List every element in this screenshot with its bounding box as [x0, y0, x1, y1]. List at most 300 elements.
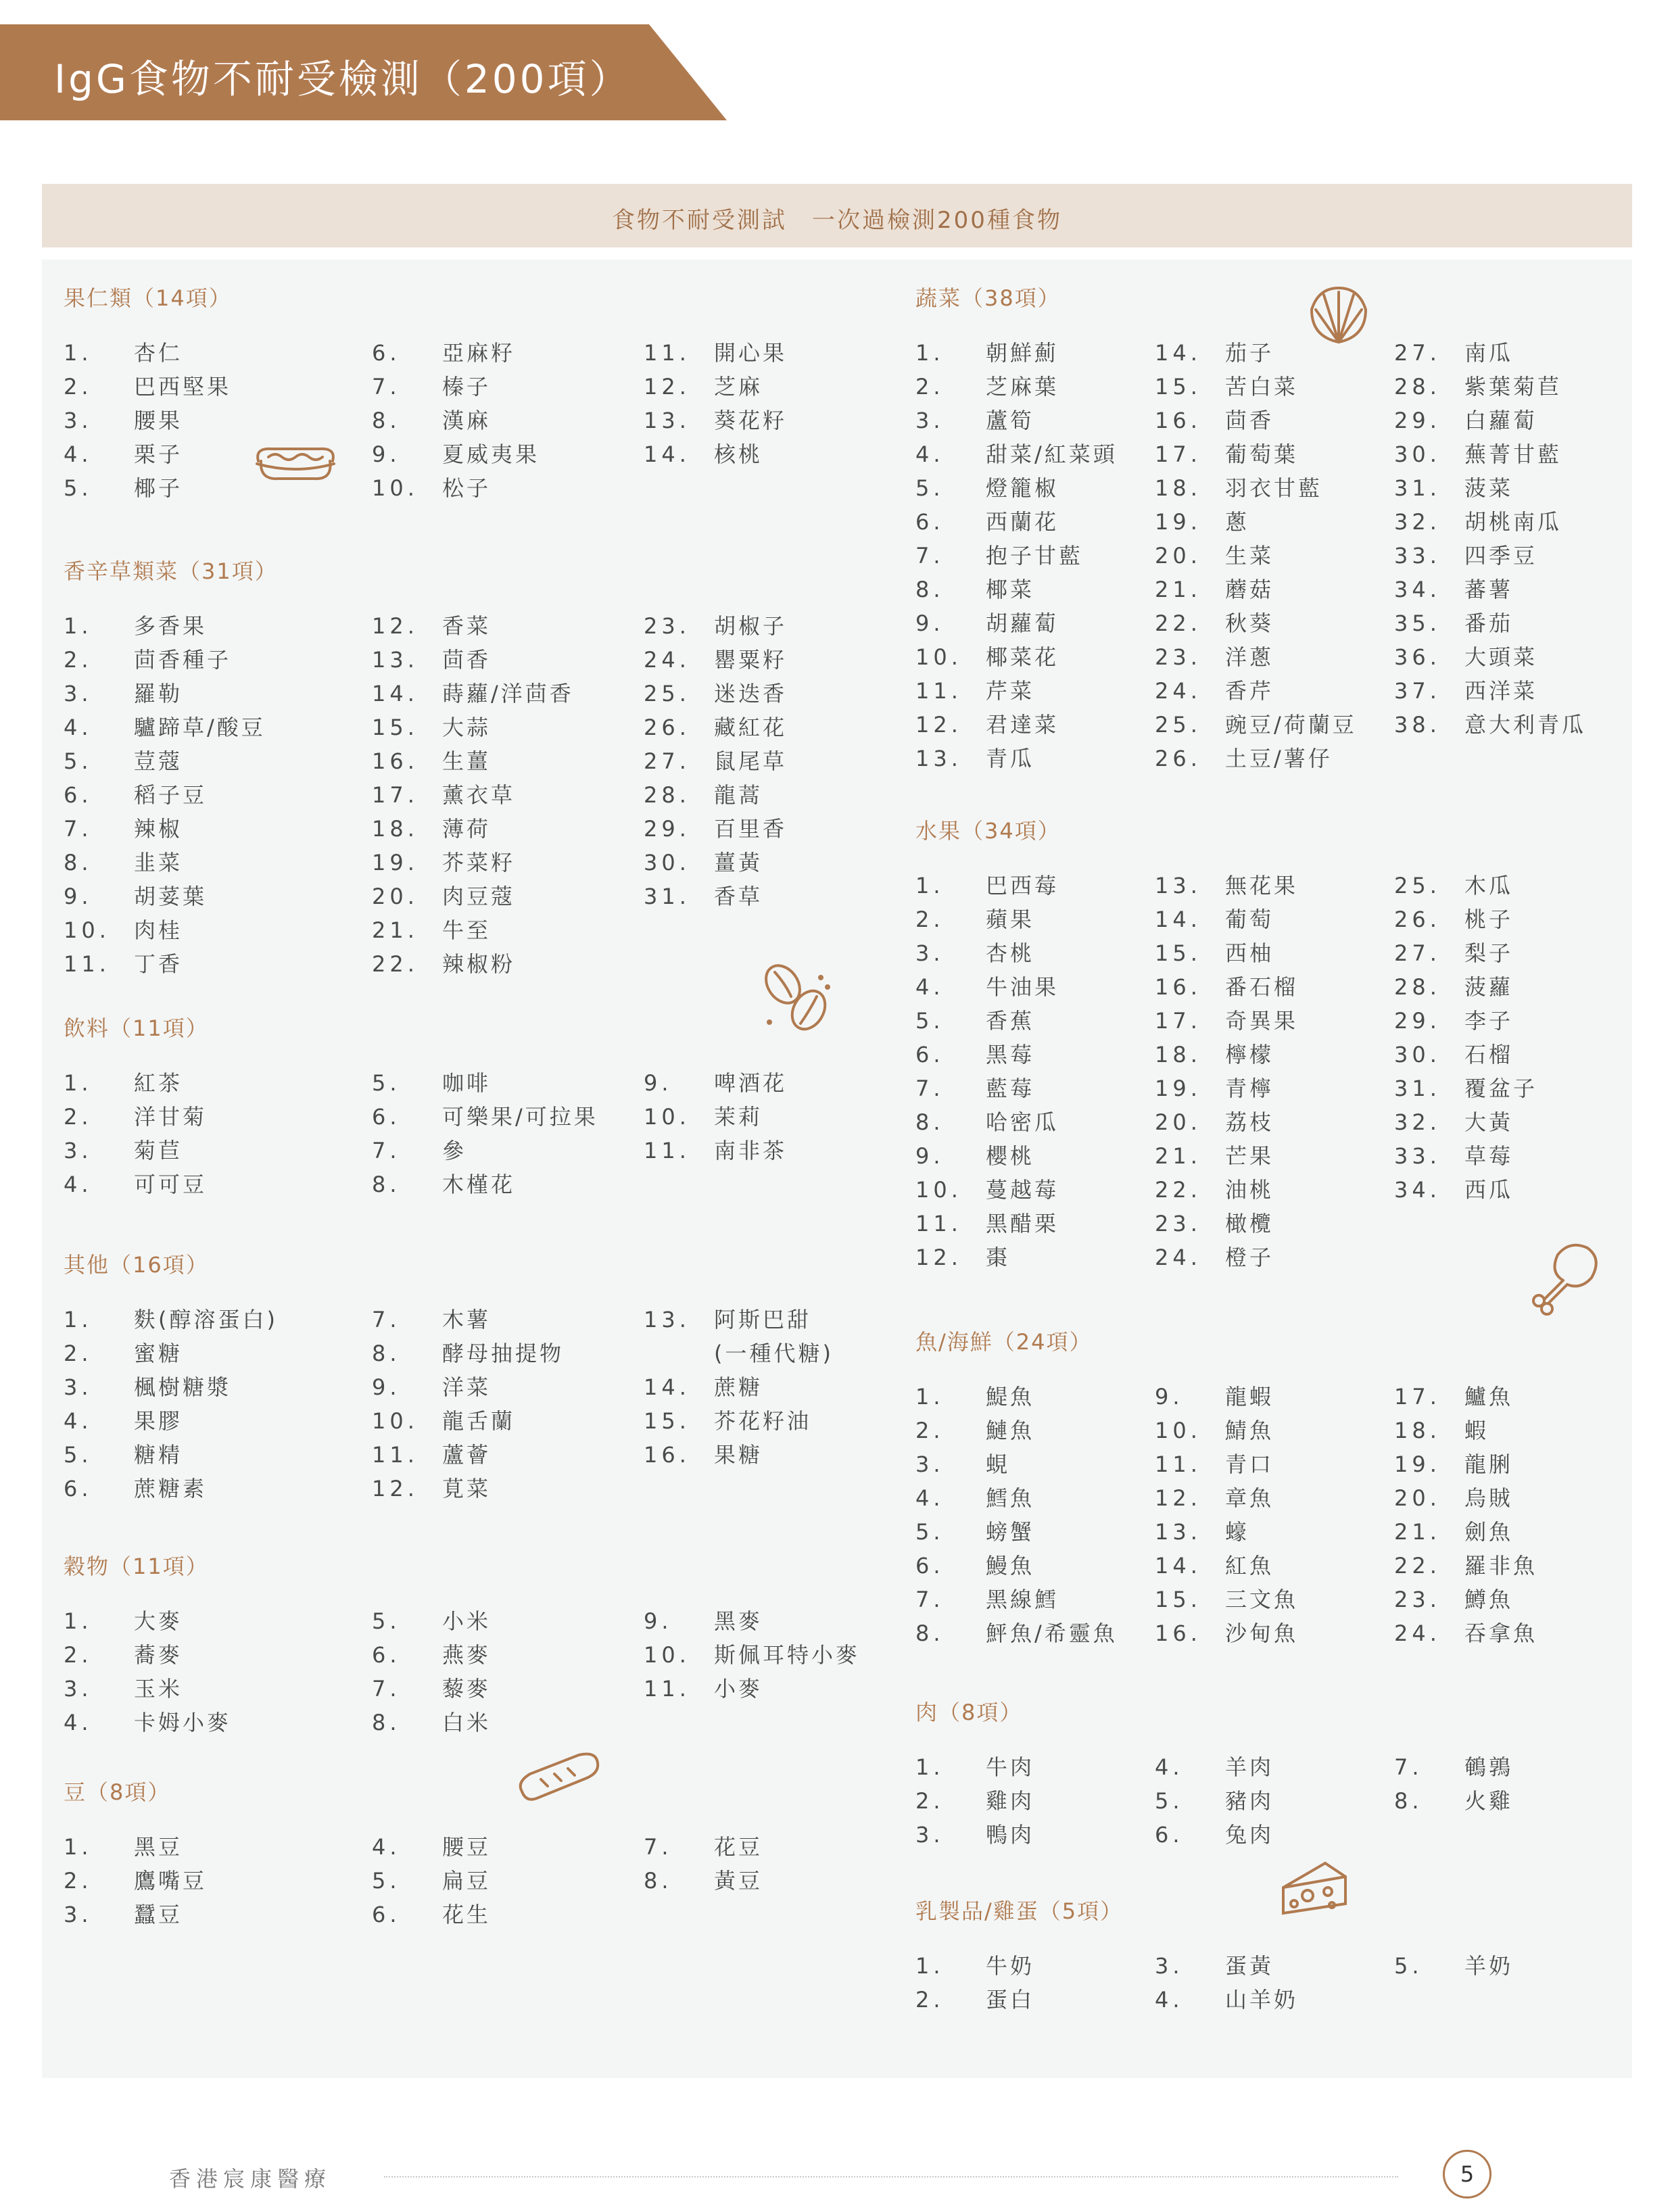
item-label: 梨子 [1464, 940, 1514, 966]
list-item [64, 714, 266, 741]
list-item [372, 951, 515, 978]
item-number: 1. [915, 1384, 945, 1410]
item-label: 劍魚 [1464, 1519, 1514, 1545]
item-label: 芥花籽油 [714, 1408, 812, 1434]
list-item [1394, 1041, 1513, 1068]
list-item [1394, 1075, 1537, 1102]
item-number: 7. [644, 1834, 673, 1860]
item-label: 蘋果 [986, 907, 1035, 932]
item-number: 20. [1394, 1485, 1441, 1511]
item-number: 11. [644, 1138, 690, 1163]
list-item [1155, 1986, 1298, 2013]
item-label: 奇異果 [1225, 1008, 1299, 1034]
item-number: 3. [915, 408, 945, 433]
list-item [915, 906, 1034, 933]
cheese-icon [1278, 1854, 1352, 1921]
item-number: 20. [1155, 543, 1201, 569]
item-label: 油桃 [1225, 1177, 1274, 1203]
item-number: 4. [64, 1710, 93, 1735]
list-item [915, 1109, 1059, 1136]
item-number: 3. [64, 1138, 93, 1163]
item-label: 棗 [986, 1245, 1011, 1270]
item-number: 2. [915, 374, 945, 400]
list-item [1155, 373, 1298, 400]
list-item [915, 576, 1034, 603]
list-item [915, 745, 1034, 772]
item-label: 燈籠椒 [986, 475, 1059, 501]
list-item [915, 1586, 1059, 1613]
item-number: 2. [915, 1788, 945, 1814]
item-label: 黑麥 [714, 1608, 763, 1634]
list-item [1394, 576, 1513, 603]
section-title-beans: 豆（8項） [64, 1779, 171, 1805]
list-item [915, 339, 1059, 366]
item-label: 龍蒿 [714, 782, 763, 808]
item-label: 西洋菜 [1464, 678, 1538, 704]
item-label: 鱈魚 [986, 1485, 1035, 1511]
item-label: 木薯 [442, 1307, 492, 1332]
item-number: 7. [915, 1076, 945, 1101]
item-number: 8. [372, 1341, 401, 1366]
list-item [1155, 711, 1357, 738]
item-label: (一種代糖) [714, 1341, 834, 1366]
item-number: 25. [1155, 712, 1201, 738]
item-number: 28. [1394, 974, 1441, 1000]
list-item [372, 1137, 467, 1164]
item-label: 青檸 [1225, 1076, 1274, 1101]
item-label: 西蘭花 [986, 509, 1059, 535]
item-label: 巴西堅果 [134, 374, 232, 400]
item-label: 鷹嘴豆 [134, 1868, 208, 1894]
list-item [1155, 1451, 1274, 1478]
item-number: 3. [64, 1902, 93, 1927]
item-number: 10. [64, 917, 110, 943]
list-item [64, 1709, 231, 1736]
list-item [915, 1451, 1010, 1478]
item-label: 迷迭香 [714, 681, 788, 706]
item-number: 18. [1155, 475, 1201, 501]
item-label: 葡萄葉 [1225, 441, 1299, 467]
item-number: 10. [644, 1104, 690, 1130]
list-item [64, 407, 183, 434]
list-item [1394, 872, 1513, 899]
item-label: 芹菜 [986, 678, 1035, 704]
list-item [1394, 711, 1586, 738]
item-label: 覆盆子 [1464, 1076, 1538, 1101]
item-label: 蔗糖素 [134, 1476, 208, 1501]
list-item [64, 680, 183, 707]
list-item [64, 646, 231, 673]
item-number: 9. [64, 884, 93, 909]
list-item [64, 1069, 183, 1097]
item-label: 甜菜/紅菜頭 [986, 441, 1118, 467]
item-number: 25. [1394, 873, 1441, 898]
item-number: 11. [644, 340, 690, 366]
item-label: 肉桂 [134, 917, 183, 943]
list-item [1394, 677, 1537, 704]
list-item [1394, 1143, 1513, 1170]
list-item [644, 373, 763, 400]
item-label: 南非茶 [714, 1138, 788, 1163]
item-label: 洋菜 [442, 1374, 492, 1400]
list-item [1155, 508, 1249, 535]
item-label: 開心果 [714, 340, 788, 366]
item-number: 13. [644, 1307, 690, 1332]
list-item [1394, 1620, 1537, 1647]
item-label: 菠蘿 [1464, 974, 1514, 1000]
list-item [372, 748, 491, 775]
list-item [372, 1306, 491, 1333]
item-number: 6. [372, 1902, 401, 1927]
list-item [644, 714, 787, 741]
list-item [915, 1952, 1034, 1979]
item-label: 烏賊 [1464, 1485, 1514, 1511]
item-number: 29. [644, 816, 690, 842]
item-number: 35. [1394, 610, 1441, 636]
item-number: 8. [372, 1172, 401, 1197]
item-number: 10. [372, 475, 419, 501]
section-title-herbs: 香辛草類菜（31項） [64, 558, 278, 584]
item-number: 16. [1155, 974, 1201, 1000]
list-item [915, 1007, 1034, 1034]
item-label: 薑黃 [714, 850, 763, 875]
item-label: 豬肉 [1225, 1788, 1274, 1814]
item-label: 杏桃 [986, 940, 1035, 966]
list-item [64, 849, 183, 876]
item-label: 香蕉 [986, 1008, 1035, 1034]
list-item [1155, 973, 1298, 1001]
item-label: 蕎麥 [134, 1642, 183, 1668]
list-item [64, 1641, 183, 1668]
item-number: 2. [64, 647, 93, 673]
item-number: 2. [64, 1642, 93, 1668]
bread-icon [514, 1750, 602, 1804]
item-label: 黃豆 [714, 1868, 763, 1894]
item-label: 火雞 [1464, 1788, 1514, 1814]
item-number: 9. [644, 1608, 673, 1634]
item-label: 鮃魚/希靈魚 [986, 1620, 1118, 1646]
item-label: 章魚 [1225, 1485, 1274, 1511]
item-label: 鰱魚 [986, 1418, 1035, 1443]
item-number: 6. [64, 782, 93, 808]
item-number: 7. [372, 1307, 401, 1332]
item-label: 沙甸魚 [1225, 1620, 1299, 1646]
list-item [1155, 677, 1274, 704]
list-item [64, 1103, 207, 1130]
list-item [372, 1901, 491, 1928]
list-item [1394, 475, 1513, 502]
list-item [1394, 1586, 1513, 1613]
list-item [372, 1374, 491, 1401]
list-item [372, 441, 540, 468]
list-item [644, 1608, 763, 1635]
item-number: 27. [1394, 340, 1441, 366]
item-number: 18. [1394, 1418, 1441, 1443]
item-label: 紫葉菊苣 [1464, 374, 1562, 400]
list-item [915, 475, 1059, 502]
list-item [1155, 745, 1333, 772]
item-label: 香芹 [1225, 678, 1274, 704]
list-item [64, 883, 207, 910]
list-item [644, 1340, 834, 1367]
item-label: 茄子 [1225, 340, 1274, 366]
list-item [372, 1069, 491, 1097]
item-number: 21. [1394, 1519, 1441, 1545]
list-item [1155, 407, 1274, 434]
item-number: 1. [64, 1608, 93, 1634]
item-number: 17. [1155, 1008, 1201, 1034]
item-label: 鯷魚 [986, 1384, 1035, 1410]
item-number: 14. [1155, 340, 1201, 366]
item-number: 2. [64, 1104, 93, 1130]
item-number: 8. [64, 850, 93, 875]
item-label: 茴香 [442, 647, 492, 673]
item-number: 5. [372, 1608, 401, 1634]
item-label: 山羊奶 [1225, 1987, 1299, 2013]
item-number: 23. [1155, 1211, 1201, 1236]
list-item [1155, 1485, 1274, 1512]
item-label: 椰菜花 [986, 644, 1059, 670]
item-number: 12. [644, 374, 690, 400]
list-item [1155, 610, 1274, 637]
item-number: 11. [1155, 1451, 1201, 1477]
item-label: 草莓 [1464, 1143, 1514, 1169]
item-number: 12. [915, 1245, 962, 1270]
item-label: 桃子 [1464, 907, 1514, 932]
item-number: 6. [915, 1553, 945, 1579]
item-number: 1. [64, 613, 93, 639]
item-label: 蝦 [1464, 1418, 1489, 1443]
item-label: 蜜糖 [134, 1341, 183, 1366]
item-number: 6. [372, 1642, 401, 1668]
list-item [915, 508, 1059, 535]
list-item [644, 1306, 811, 1333]
list-item [1394, 339, 1513, 366]
item-label: 紅魚 [1225, 1553, 1274, 1579]
list-item [915, 1518, 1034, 1545]
list-item [372, 1408, 515, 1435]
page-title: IgG食物不耐受檢測（200項） [54, 56, 631, 102]
item-label: 櫻桃 [986, 1143, 1035, 1169]
item-number: 2. [64, 1868, 93, 1894]
item-number: 20. [1155, 1109, 1201, 1135]
item-number: 19. [1155, 509, 1201, 535]
list-item [1394, 1952, 1513, 1979]
item-number: 29. [1394, 408, 1441, 433]
item-label: 生薑 [442, 748, 492, 774]
item-label: 黑線鱈 [986, 1587, 1059, 1612]
item-number: 6. [64, 1476, 93, 1501]
list-item [1394, 1518, 1513, 1545]
item-number: 2. [915, 1987, 945, 2013]
list-item [1394, 1451, 1513, 1478]
item-number: 27. [1394, 940, 1441, 966]
item-number: 6. [915, 509, 945, 535]
list-item [1394, 610, 1513, 637]
list-item [915, 973, 1059, 1001]
item-label: 茴香 [1225, 408, 1274, 433]
item-label: 小米 [442, 1608, 492, 1634]
item-label: 小麥 [714, 1676, 763, 1702]
item-number: 7. [372, 1676, 401, 1702]
item-number: 16. [372, 748, 419, 774]
item-label: 蕃薯 [1464, 577, 1514, 602]
list-item [644, 1408, 811, 1435]
item-label: 蔥 [1225, 509, 1250, 535]
item-label: 卡姆小麥 [134, 1710, 232, 1735]
list-item [644, 1675, 763, 1702]
item-number: 30. [644, 850, 690, 875]
item-number: 34. [1394, 1177, 1441, 1203]
item-number: 13. [1155, 873, 1201, 898]
item-label: 芥菜籽 [442, 850, 516, 875]
item-label: 羽衣甘藍 [1225, 475, 1323, 501]
list-item [1155, 1552, 1274, 1579]
item-label: 牛肉 [986, 1754, 1035, 1780]
item-label: 牛至 [442, 917, 492, 943]
item-number: 27. [644, 748, 690, 774]
list-item [1394, 407, 1537, 434]
item-label: 大蒜 [442, 715, 492, 740]
item-label: 李子 [1464, 1008, 1514, 1034]
item-label: 藜麥 [442, 1676, 492, 1702]
item-number: 3. [64, 681, 93, 706]
list-item [64, 1675, 183, 1702]
list-item [64, 815, 183, 842]
item-number: 2. [915, 907, 945, 932]
list-item [1394, 1787, 1513, 1814]
item-label: 燕麥 [442, 1642, 492, 1668]
item-number: 17. [372, 782, 419, 808]
item-label: 韭菜 [134, 850, 183, 875]
item-number: 21. [372, 917, 419, 943]
item-label: 羊肉 [1225, 1754, 1274, 1780]
item-label: 橄欖 [1225, 1211, 1274, 1236]
list-item [64, 1441, 183, 1468]
item-number: 24. [1394, 1620, 1441, 1646]
list-item [1394, 1417, 1489, 1444]
item-label: 糖精 [134, 1442, 183, 1468]
list-item [372, 1867, 491, 1894]
item-number: 24. [1155, 1245, 1201, 1270]
item-label: 薰衣草 [442, 782, 516, 808]
list-item [1394, 373, 1562, 400]
item-label: 葡萄 [1225, 907, 1274, 932]
item-label: 杏仁 [134, 340, 183, 366]
section-title-drinks: 飲料（11項） [64, 1015, 209, 1041]
item-label: 牛奶 [986, 1953, 1035, 1979]
item-number: 8. [372, 408, 401, 433]
item-label: 巴西莓 [986, 873, 1059, 898]
item-number: 8. [915, 577, 945, 602]
item-number: 9. [915, 610, 945, 636]
item-number: 7. [915, 1587, 945, 1612]
item-label: 榛子 [442, 374, 492, 400]
item-number: 2. [64, 374, 93, 400]
item-label: 抱子甘藍 [986, 543, 1084, 569]
item-label: 鯖魚 [1225, 1418, 1274, 1443]
item-label: 可樂果/可拉果 [442, 1104, 598, 1130]
list-item [372, 815, 491, 842]
item-number: 4. [64, 1172, 93, 1197]
item-label: 四季豆 [1464, 543, 1538, 569]
item-number: 1. [915, 1754, 945, 1780]
item-label: 花生 [442, 1902, 492, 1927]
list-item [64, 475, 183, 502]
list-item [372, 917, 491, 944]
item-label: 蠶豆 [134, 1902, 183, 1927]
item-number: 6. [1155, 1822, 1184, 1848]
list-item [915, 677, 1034, 704]
item-label: 漢麻 [442, 408, 492, 433]
item-number: 14. [1155, 1553, 1201, 1579]
list-item [644, 680, 787, 707]
item-label: 鴨肉 [986, 1822, 1035, 1848]
subtitle-text: 食物不耐受測試 一次過檢測200種食物 [612, 207, 1062, 234]
item-label: 大頭菜 [1464, 644, 1538, 670]
list-item [1394, 973, 1513, 1001]
item-number: 14. [372, 681, 419, 706]
item-label: 螃蟹 [986, 1519, 1035, 1545]
list-item [1155, 1041, 1274, 1068]
list-item [372, 646, 491, 673]
item-number: 32. [1394, 1109, 1441, 1135]
list-item [644, 815, 787, 842]
item-label: 蛋白 [986, 1987, 1035, 2013]
list-item [644, 441, 763, 468]
item-label: 意大利青瓜 [1464, 712, 1587, 738]
item-label: 松子 [442, 475, 492, 501]
list-item [372, 339, 515, 366]
item-label: 稻子豆 [134, 782, 208, 808]
item-number: 3. [64, 1676, 93, 1702]
item-label: 青瓜 [986, 746, 1035, 771]
item-number: 26. [644, 715, 690, 740]
item-label: 芝麻葉 [986, 374, 1059, 400]
list-item [1155, 906, 1274, 933]
hotdog-icon [252, 441, 339, 488]
item-number: 12. [372, 1476, 419, 1501]
item-number: 8. [915, 1109, 945, 1135]
list-item [64, 339, 183, 366]
page-number: 5 [1443, 2150, 1491, 2198]
item-label: 葵花籽 [714, 408, 788, 433]
item-label: 鱒魚 [1464, 1587, 1514, 1612]
list-item [915, 1075, 1034, 1102]
item-number: 22. [1155, 610, 1201, 636]
item-number: 23. [1155, 644, 1201, 670]
item-number: 19. [372, 850, 419, 875]
item-label: 龍蝦 [1225, 1384, 1274, 1410]
section-title-grains: 穀物（11項） [64, 1554, 209, 1579]
list-item [1155, 1383, 1274, 1410]
item-number: 12. [372, 613, 419, 639]
item-label: 蘆薈 [442, 1442, 492, 1468]
item-label: 龍脷 [1464, 1451, 1514, 1477]
item-label: 胡蘿蔔 [986, 610, 1059, 636]
item-label: 罌粟籽 [714, 647, 788, 673]
item-number: 10. [915, 644, 962, 670]
item-label: 番石榴 [1225, 974, 1299, 1000]
item-number: 14. [1155, 907, 1201, 932]
list-item [1394, 906, 1513, 933]
list-item [915, 1986, 1034, 2013]
item-number: 1. [915, 873, 945, 898]
coffee-beans-icon [756, 957, 837, 1038]
list-item [64, 612, 207, 640]
list-item [372, 1641, 491, 1668]
item-label: 豌豆/荷蘭豆 [1225, 712, 1357, 738]
